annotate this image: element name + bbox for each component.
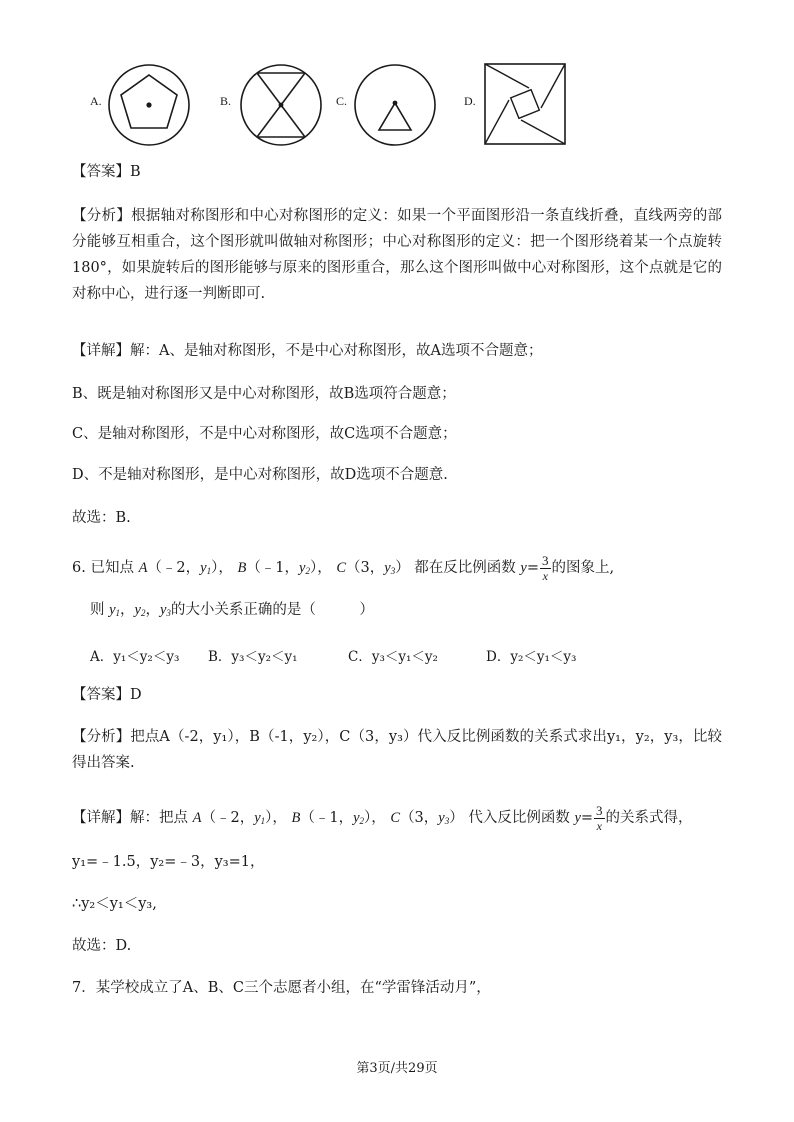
q6-answer: 【答案】D — [72, 687, 142, 703]
q6-stem — [72, 554, 614, 582]
q6-option-d: D．y₂＜y₁＜y₃ — [486, 649, 577, 665]
q6-detail-suffix: 的关系式得， — [605, 810, 693, 826]
q6-stem-suffix: 的图象上, — [551, 560, 615, 576]
q6-fraction: $\frac{3}{x}$ — [542, 553, 549, 583]
q6-point-a: A — [138, 560, 148, 576]
q6-choose: 故选：D. — [72, 938, 132, 954]
q7-stem: 7．某学校成立了A、B、C三个志愿者小组，在“学雷锋活动月”， — [72, 980, 491, 996]
figure-label-d: D. — [464, 94, 476, 108]
q6-detail-mid: 代入反比例函数 — [468, 810, 570, 826]
triangle-in-circle-figure — [352, 62, 438, 148]
q6-close: ） — [395, 560, 410, 576]
q6-sep-2: ）， — [309, 560, 332, 576]
q5-detail-b: B、既是轴对称图形又是中心对称图形，故B选项符合题意； — [72, 386, 456, 402]
q6-point-a-x: （﹣2， — [147, 560, 201, 576]
hourglass-in-circle-figure — [238, 62, 324, 148]
q6-option-c: C．y₃＜y₁＜y₂ — [348, 649, 438, 665]
page-footer: 第3页/共29页 — [356, 1061, 438, 1076]
q6-analysis: 【分析】把点A（-2，y₁），B（-1，y₂），C（3，y₃）代入反比例函数的关系式求出y₁，y₂，y₃，比较得出答案. — [72, 729, 722, 771]
q5-detail-a: 【详解】解：A、是轴对称图形，不是中心对称图形，故A选项不合题意； — [72, 343, 543, 359]
q6-line2-suffix: 的大小关系正确的是（ ） — [170, 602, 374, 618]
figure-label-c: C. — [336, 94, 348, 108]
q6-line2-prefix: 则 — [90, 602, 105, 618]
q6-therefore: ∴y₂＜y₁＜y₃, — [72, 896, 157, 912]
q6-y2: $y_2$ — [299, 560, 310, 576]
q6-line2: 则 $y_1$，$y_2$，$y_3$的大小关系正确的是（ ） — [90, 602, 374, 618]
q6-values: y₁=﹣1.5，y₂=﹣3，y₃=1， — [72, 854, 265, 870]
q6-options — [90, 645, 610, 665]
q6-eq: = — [526, 560, 539, 576]
q6-sep-1: ）， — [211, 560, 233, 576]
q6-stem-mid: 都在反比例函数 — [414, 560, 516, 576]
q6-stem-prefix: 6. 已知点 — [72, 560, 134, 576]
q6-point-b: B — [237, 560, 247, 576]
q6-y1: $y_1$ — [200, 560, 212, 576]
q5-detail-c: C、是轴对称图形，不是中心对称图形，故C选项不合题意； — [72, 426, 457, 442]
q6-y3: $y_3$ — [384, 560, 396, 576]
q6-option-a: A．y₁＜y₂＜y₃ — [90, 649, 180, 665]
q5-choose: 故选：B. — [72, 510, 131, 526]
q6-option-b: B．y₃＜y₂＜y₁ — [208, 649, 298, 665]
figure-options-row — [90, 52, 610, 152]
q6-detail-fraction: $\frac{3}{x}$ — [596, 803, 603, 833]
q5-detail-d: D、不是轴对称图形，是中心对称图形，故D选项不合题意. — [72, 467, 448, 483]
q6-point-c-x: （3， — [346, 560, 385, 576]
q6-point-c: C — [336, 560, 347, 576]
q6-func-y: y — [520, 560, 527, 576]
q6-point-b-x: （﹣1， — [246, 560, 300, 576]
pinwheel-square-figure — [484, 63, 566, 145]
q5-analysis: 【分析】根据轴对称图形和中心对称图形的定义：如果一个平面图形沿一条直线折叠，直线两旁的部分能够互相重合，这个图形就叫做轴对称图形；中心对称图形的定义：把一个图形绕着某一个点旋转180°，如果旋转后的图形能够与原来的图形重合，那么这个图形叫做中心对称图形，这个点就是它的对称中心，进行逐一判断即可. — [72, 208, 722, 302]
figure-label-b: B. — [220, 94, 232, 108]
q5-answer: 【答案】B — [72, 164, 141, 180]
pentagon-in-circle-figure — [106, 62, 192, 148]
q6-detail: 【详解】解：把点 A（﹣2，$y_1$）， B（﹣1，$y_2$）， C（3，$y_3$） 代入反比例函数 y= $\frac{3}{x}$ 的关系式得， — [72, 803, 693, 833]
figure-label-a: A. — [90, 94, 102, 108]
q6-detail-prefix: 【详解】解：把点 — [72, 810, 188, 826]
